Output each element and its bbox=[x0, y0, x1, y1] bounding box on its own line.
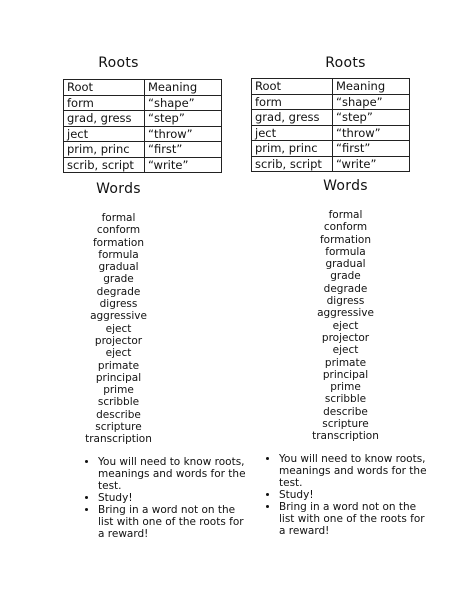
list-item: transcription bbox=[312, 430, 379, 443]
list-item: formula bbox=[325, 245, 366, 258]
root-cell: scrib, script bbox=[64, 157, 145, 173]
table-row bbox=[64, 111, 222, 127]
list-item: degrade bbox=[323, 282, 368, 295]
list-item: eject bbox=[105, 347, 132, 360]
roots-heading: Roots bbox=[325, 55, 366, 71]
table-row bbox=[64, 95, 222, 111]
header-root: Root bbox=[252, 79, 333, 95]
list-item: describe bbox=[96, 408, 141, 421]
list-item: scripture bbox=[322, 418, 369, 431]
note-item: • Study! bbox=[279, 489, 429, 501]
notes-list bbox=[265, 453, 429, 537]
list-item: digress bbox=[99, 298, 138, 311]
root-cell: prim, princ bbox=[64, 142, 145, 158]
list-item: gradual bbox=[98, 261, 139, 274]
header-meaning: Meaning bbox=[145, 80, 222, 96]
table-row bbox=[252, 125, 410, 141]
list-item: principal bbox=[322, 368, 369, 381]
list-item: describe bbox=[323, 405, 368, 418]
note-item: • Bring in a word not on the list with one of the roots for a reward! bbox=[98, 504, 248, 540]
list-item: digress bbox=[326, 295, 365, 308]
list-item: primate bbox=[324, 356, 367, 369]
table-row bbox=[252, 156, 410, 172]
root-cell: form bbox=[64, 95, 145, 111]
list-item: prime bbox=[330, 381, 361, 394]
meaning-cell: “write” bbox=[333, 156, 410, 172]
header-root: Root bbox=[64, 80, 145, 96]
root-cell: prim, princ bbox=[252, 141, 333, 157]
note-item: • Study! bbox=[98, 492, 248, 504]
list-item: formula bbox=[98, 248, 139, 261]
list-item: transcription bbox=[85, 433, 152, 446]
list-item: degrade bbox=[96, 285, 141, 298]
roots-table bbox=[251, 78, 410, 172]
table-row bbox=[64, 157, 222, 173]
list-item: scripture bbox=[95, 421, 142, 434]
list-item: aggressive bbox=[90, 310, 147, 323]
list-item: primate bbox=[97, 359, 140, 372]
meaning-cell: “shape” bbox=[145, 95, 222, 111]
list-item: eject bbox=[332, 344, 359, 357]
list-item: eject bbox=[332, 319, 359, 332]
notes-list bbox=[84, 456, 248, 540]
list-item: formal bbox=[328, 209, 363, 221]
list-item: projector bbox=[321, 331, 370, 344]
list-item: formation bbox=[92, 236, 145, 249]
list-item: principal bbox=[95, 371, 142, 384]
meaning-cell: “write” bbox=[145, 157, 222, 173]
table-row bbox=[64, 142, 222, 158]
meaning-cell: “first” bbox=[145, 142, 222, 158]
root-cell: ject bbox=[64, 126, 145, 142]
table-header-row bbox=[64, 80, 222, 96]
meaning-cell: “shape” bbox=[333, 94, 410, 110]
table-header-row bbox=[252, 79, 410, 95]
list-item: prime bbox=[103, 384, 134, 397]
words-heading: Words bbox=[323, 178, 368, 194]
list-item: scribble bbox=[324, 393, 367, 406]
roots-heading: Roots bbox=[98, 55, 139, 71]
root-cell: ject bbox=[252, 125, 333, 141]
list-item: grade bbox=[330, 270, 361, 283]
list-item: scribble bbox=[97, 396, 140, 409]
roots-table bbox=[63, 79, 222, 173]
root-cell: grad, gress bbox=[252, 110, 333, 126]
meaning-cell: “step” bbox=[145, 111, 222, 127]
table-row bbox=[252, 94, 410, 110]
meaning-cell: “step” bbox=[333, 110, 410, 126]
list-item: formation bbox=[319, 233, 372, 246]
list-item: gradual bbox=[325, 258, 366, 271]
header-meaning: Meaning bbox=[333, 79, 410, 95]
note-item: • You will need to know roots, meanings and words for the test. bbox=[98, 456, 248, 492]
root-cell: form bbox=[252, 94, 333, 110]
list-item: eject bbox=[105, 322, 132, 335]
list-item: grade bbox=[103, 273, 134, 286]
list-item: conform bbox=[323, 221, 368, 234]
table-row bbox=[252, 110, 410, 126]
list-item: projector bbox=[94, 334, 143, 347]
note-item: • Bring in a word not on the list with one of the roots for a reward! bbox=[279, 501, 429, 537]
list-item: conform bbox=[96, 224, 141, 237]
meaning-cell: “first” bbox=[333, 141, 410, 157]
list-item: aggressive bbox=[317, 307, 374, 320]
table-row bbox=[64, 126, 222, 142]
word-list bbox=[0, 212, 237, 446]
meaning-cell: “throw” bbox=[333, 125, 410, 141]
list-item: formal bbox=[101, 212, 136, 224]
table-row bbox=[252, 141, 410, 157]
note-item: • You will need to know roots, meanings and words for the test. bbox=[279, 453, 429, 489]
words-heading: Words bbox=[96, 181, 141, 197]
root-cell: scrib, script bbox=[252, 156, 333, 172]
word-list bbox=[227, 209, 464, 443]
root-cell: grad, gress bbox=[64, 111, 145, 127]
meaning-cell: “throw” bbox=[145, 126, 222, 142]
right-copy bbox=[237, 0, 474, 613]
